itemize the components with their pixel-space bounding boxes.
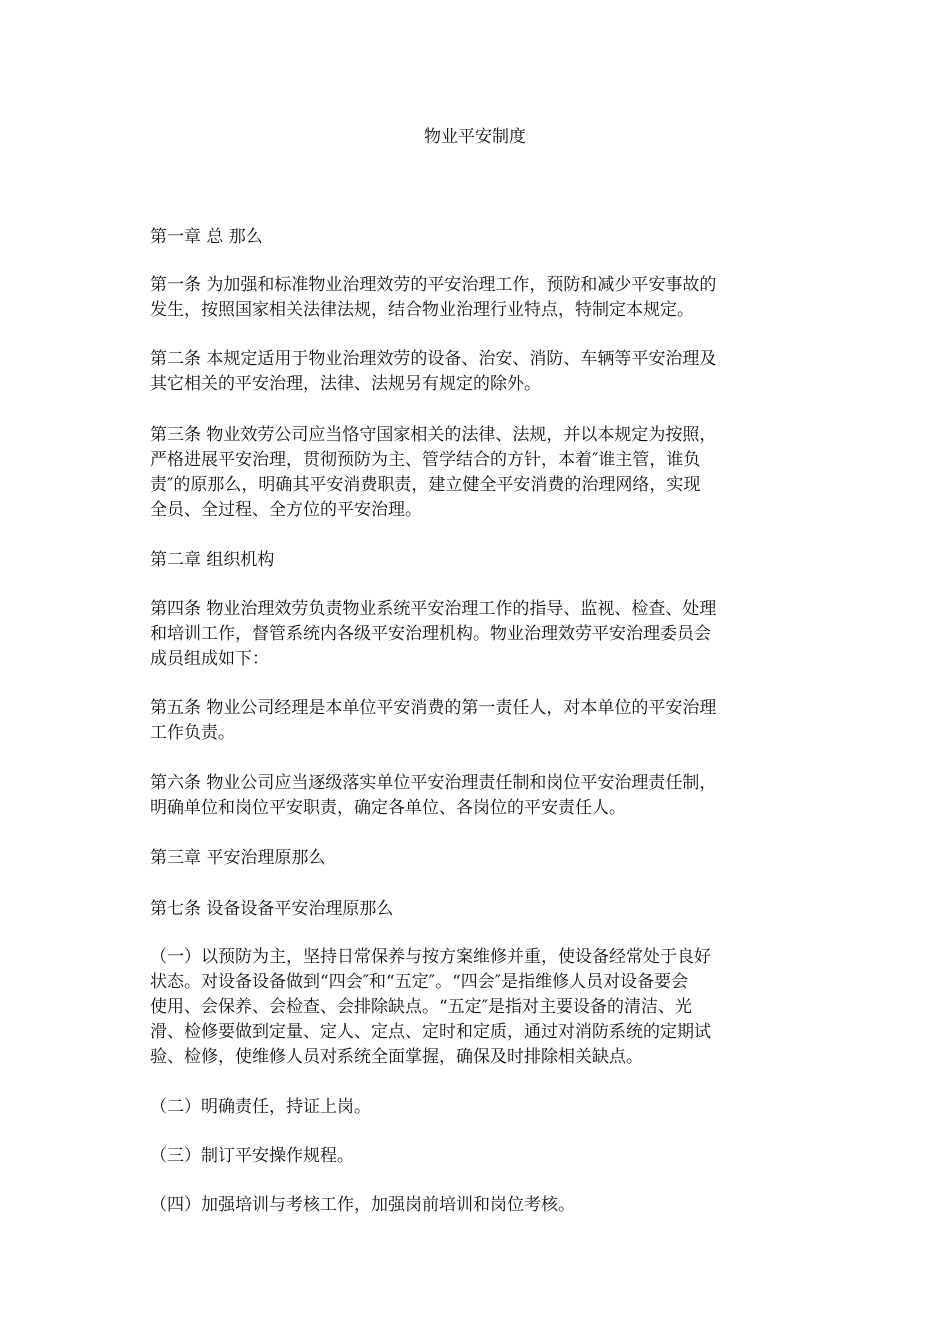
page-title: 物业平安制度 <box>424 127 526 147</box>
article-2: 第二条 本规定适用于物业治理效劳的设备、治安、消防、车辆等平安治理及 其它相关的平安治理，法律、法规另有规定的除外。 <box>150 349 717 394</box>
article-7-item-2: （二）明确责任，持证上岗。 <box>150 1097 371 1117</box>
chapter-1-heading: 第一章 总 那么 <box>150 227 263 247</box>
article-1: 第一条 为加强和标准物业治理效劳的平安治理工作，预防和减少平安事故的 发生，按照国家相关法律法规，结合物业治理行业特点，特制定本规定。 <box>150 275 717 320</box>
article-7: 第七条 设备设备平安治理原那么 <box>150 899 394 919</box>
article-6: 第六条 物业公司应当逐级落实单位平安治理责任制和岗位平安治理责任制， 明确单位和岗位平安职责，确定各单位、各岗位的平安责任人。 <box>150 773 717 818</box>
chapter-2-heading: 第二章 组织机构 <box>150 550 275 570</box>
article-7-item-4: （四）加强培训与考核工作，加强岗前培训和岗位考核。 <box>150 1195 575 1215</box>
article-3: 第三条 物业效劳公司应当恪守国家相关的法律、法规，并以本规定为按照， 严格进展平安治理，贯彻预防为主、管学结合的方针，本着″谁主管，谁负 责″的原那么，明确其平安消费职责，建立健全平安消费的治理网络，实现 全员、全过程、全方位的平安治理。 <box>150 425 717 520</box>
article-4: 第四条 物业治理效劳负责物业系统平安治理工作的指导、监视、检查、处理 和培训工作，督管系统内各级平安治理机构。物业治理效劳平安治理委员会 成员组成如下： <box>150 599 717 669</box>
article-5: 第五条 物业公司经理是本单位平安消费的第一责任人，对本单位的平安治理 工作负责。 <box>150 698 717 743</box>
article-7-item-1: （一）以预防为主，坚持日常保养与按方案维修并重，使设备经常处于良好 状态。对设备设备做到“四会″和“五定″。“四会″是指维修人员对设备要会 使用、会保养、会检查、会排除缺点。“五定″是指对主要设备的清洁、光 滑、检修要做到定量、定人、定点、定时和定质，通过对消防系统的定期试 验、检修，使维修人员对系统全面掌握，确保及时排除相关缺点。 <box>150 947 711 1067</box>
chapter-3-heading: 第三章 平安治理原那么 <box>150 848 326 868</box>
article-7-item-3: （三）制订平安操作规程。 <box>150 1146 354 1166</box>
